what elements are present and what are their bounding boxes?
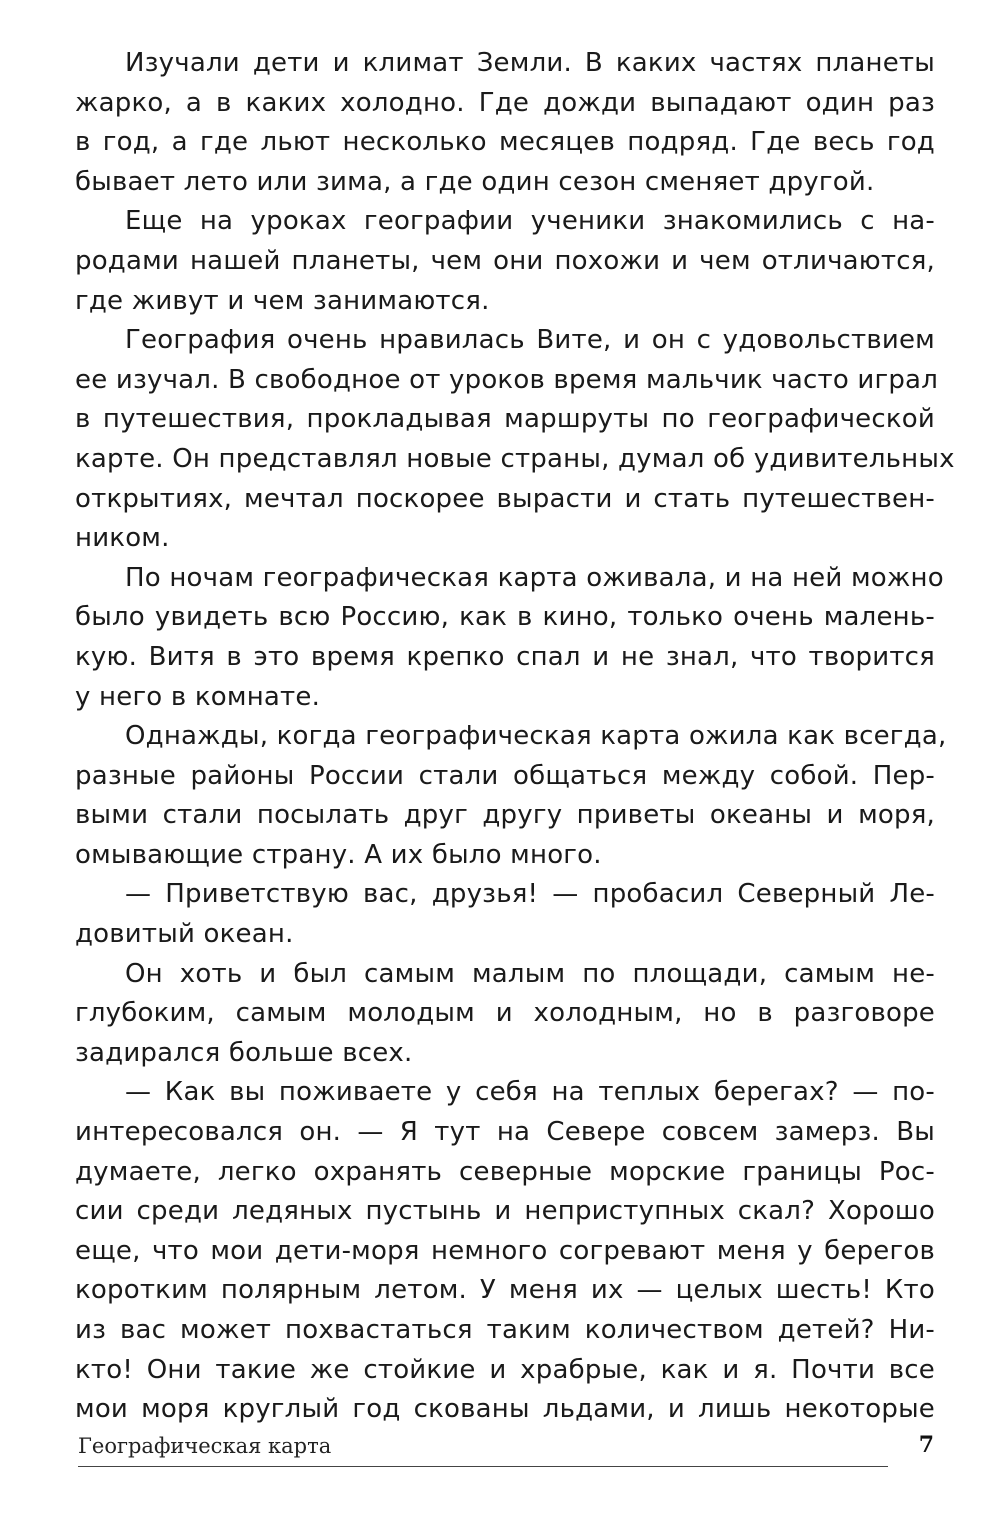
text-line: сии среди ледяных пустынь и неприступных скал? Хорошо [75, 1196, 935, 1227]
text-line: интересовался он. — Я тут на Севере совсем замерз. Вы [75, 1117, 935, 1148]
text-line: ее изучал. В свободное от уроков время мальчик часто играл [75, 364, 939, 395]
text-line: омывающие страну. А их было много. [75, 839, 602, 870]
page-number: 7 [918, 1432, 934, 1458]
text-line: Изучали дети и климат Земли. В каких частях планеты [125, 48, 935, 78]
text-line: бывает лето или зима, а где один сезон сменяет другой. [75, 166, 875, 197]
text-line: в путешествия, прокладывая маршруты по географической [75, 404, 935, 435]
text-line: задирался больше всех. [75, 1037, 413, 1068]
text-line: довитый океан. [75, 919, 294, 950]
text-line: родами нашей планеты, чем они похожи и чем отличаются, [75, 245, 935, 276]
text-line: мои моря круглый год скованы льдами, и лишь некоторые [75, 1394, 935, 1425]
text-line: жарко, а в каких холодно. Где дожди выпадают один раз [75, 87, 935, 118]
text-line: открытиях, мечтал поскорее вырасти и стать путешествен- [75, 483, 935, 514]
page-body-text [75, 44, 955, 1430]
text-line: кто! Они такие же стойкие и храбрые, как и я. Почти все [75, 1354, 935, 1385]
text-line: где живут и чем занимаются. [75, 285, 490, 316]
text-line: По ночам географическая карта оживала, и на ней можно [125, 562, 944, 593]
paragraph [75, 321, 955, 559]
text-line: глубоким, самым молодым и холодным, но в разговоре [75, 998, 935, 1029]
text-line: в год, а где льют несколько месяцев подряд. Где весь год [75, 127, 935, 158]
text-line: было увидеть всю Россию, как в кино, только очень малень- [75, 602, 935, 633]
text-line: — Как вы поживаете у себя на теплых берегах? — по- [125, 1077, 935, 1108]
text-line: Однажды, когда географическая карта ожила как всегда, [125, 721, 947, 752]
footer-divider [78, 1466, 888, 1467]
paragraph [75, 717, 947, 875]
text-line: из вас может похвастаться таким количеством детей? Ни- [75, 1315, 935, 1345]
running-footer-title: Географическая карта [78, 1434, 332, 1458]
text-line: География очень нравилась Вите, и он с удовольствием [125, 325, 935, 356]
paragraph [75, 1073, 935, 1429]
text-line: разные районы России стали общаться между собой. Пер- [75, 760, 935, 791]
paragraph [75, 875, 935, 954]
paragraph [75, 559, 944, 717]
text-line: кую. Витя в это время крепко спал и не знал, что творится [75, 641, 935, 672]
text-line: Еще на уроках географии ученики знакомились с на- [125, 206, 935, 237]
paragraph [75, 44, 935, 202]
text-line: Он хоть и был самым малым по площади, самым не- [125, 958, 935, 989]
paragraph [75, 955, 935, 1074]
paragraph [75, 202, 935, 321]
text-line: у него в комнате. [75, 681, 321, 712]
text-line: ником. [75, 523, 170, 554]
text-line: карте. Он представлял новые страны, думал об удивительных [75, 443, 955, 474]
text-line: еще, что мои дети-моря немного согревают меня у берегов [75, 1235, 935, 1266]
text-line: выми стали посылать друг другу приветы океаны и моря, [75, 800, 935, 831]
text-line: коротким полярным летом. У меня их — целых шесть! Кто [75, 1275, 935, 1306]
text-line: думаете, легко охранять северные морские границы Рос- [75, 1156, 935, 1187]
text-line: — Приветствую вас, друзья! — пробасил Северный Ле- [125, 879, 935, 910]
